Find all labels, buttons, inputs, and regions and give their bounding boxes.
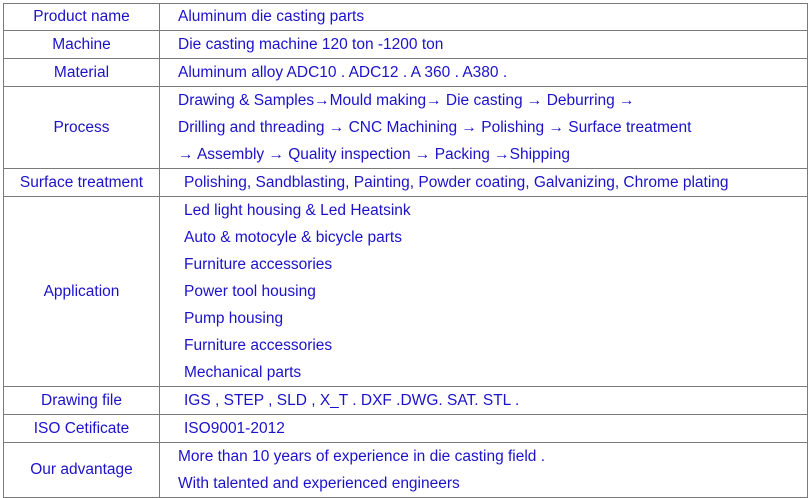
value-line: Aluminum die casting parts: [178, 8, 365, 25]
row-value-iso-certificate: [160, 415, 808, 443]
table-row-machine: [4, 31, 808, 59]
value-line: Die casting machine 120 ton -1200 ton: [178, 36, 444, 53]
row-value-our-advantage: [160, 443, 808, 498]
row-value-application: [160, 197, 808, 387]
product-spec-table: [3, 3, 808, 498]
row-value-surface-treatment: [160, 169, 808, 197]
value-line: Polishing, Sandblasting, Painting, Powder coating, Galvanizing, Chrome plating: [184, 174, 729, 191]
table-row-material: [4, 59, 808, 87]
row-label-material: Material: [4, 59, 160, 87]
value-line: Furniture accessories: [184, 337, 333, 354]
row-label-our-advantage: Our advantage: [4, 443, 160, 498]
value-line: ISO9001-2012: [184, 420, 285, 437]
row-label-surface-treatment: Surface treatment: [4, 169, 160, 197]
row-label-process: Process: [4, 87, 160, 169]
table-row-process: [4, 87, 808, 169]
value-line: Auto & motocyle & bicycle parts: [184, 229, 402, 246]
value-line: Led light housing & Led Heatsink: [184, 202, 411, 219]
value-line: Drawing & Samples→Mould making→ Die casting → Deburring →: [178, 92, 635, 109]
value-line: Drilling and threading → CNC Machining → Polishing → Surface treatment: [178, 119, 692, 136]
value-line: Furniture accessories: [184, 256, 333, 273]
table-row-surface-treatment: [4, 169, 808, 197]
row-label-product-name: Product name: [4, 4, 160, 31]
value-line: Power tool housing: [184, 283, 316, 300]
row-label-iso-certificate: ISO Cetificate: [4, 415, 160, 443]
table-row-application: [4, 197, 808, 387]
row-value-material: [160, 59, 808, 87]
value-line: Aluminum alloy ADC10 . ADC12 . A 360 . A380 .: [178, 64, 508, 81]
table-row-our-advantage: [4, 443, 808, 498]
value-line: More than 10 years of experience in die casting field .: [178, 448, 546, 465]
value-line: With talented and experienced engineers: [178, 475, 460, 492]
row-value-product-name: [160, 4, 808, 31]
row-label-drawing-file: Drawing file: [4, 387, 160, 415]
value-line: IGS , STEP , SLD , X_T . DXF .DWG. SAT. STL .: [184, 392, 520, 409]
row-value-machine: [160, 31, 808, 59]
value-line: Pump housing: [184, 310, 284, 327]
row-label-machine: Machine: [4, 31, 160, 59]
table-row-iso-certificate: [4, 415, 808, 443]
row-value-process: [160, 87, 808, 169]
row-label-application: Application: [4, 197, 160, 387]
row-value-drawing-file: [160, 387, 808, 415]
value-line: Mechanical parts: [184, 364, 302, 381]
value-line: → Assembly → Quality inspection → Packing →Shipping: [178, 146, 570, 163]
table-row-drawing-file: [4, 387, 808, 415]
table-row-product-name: [4, 4, 808, 31]
